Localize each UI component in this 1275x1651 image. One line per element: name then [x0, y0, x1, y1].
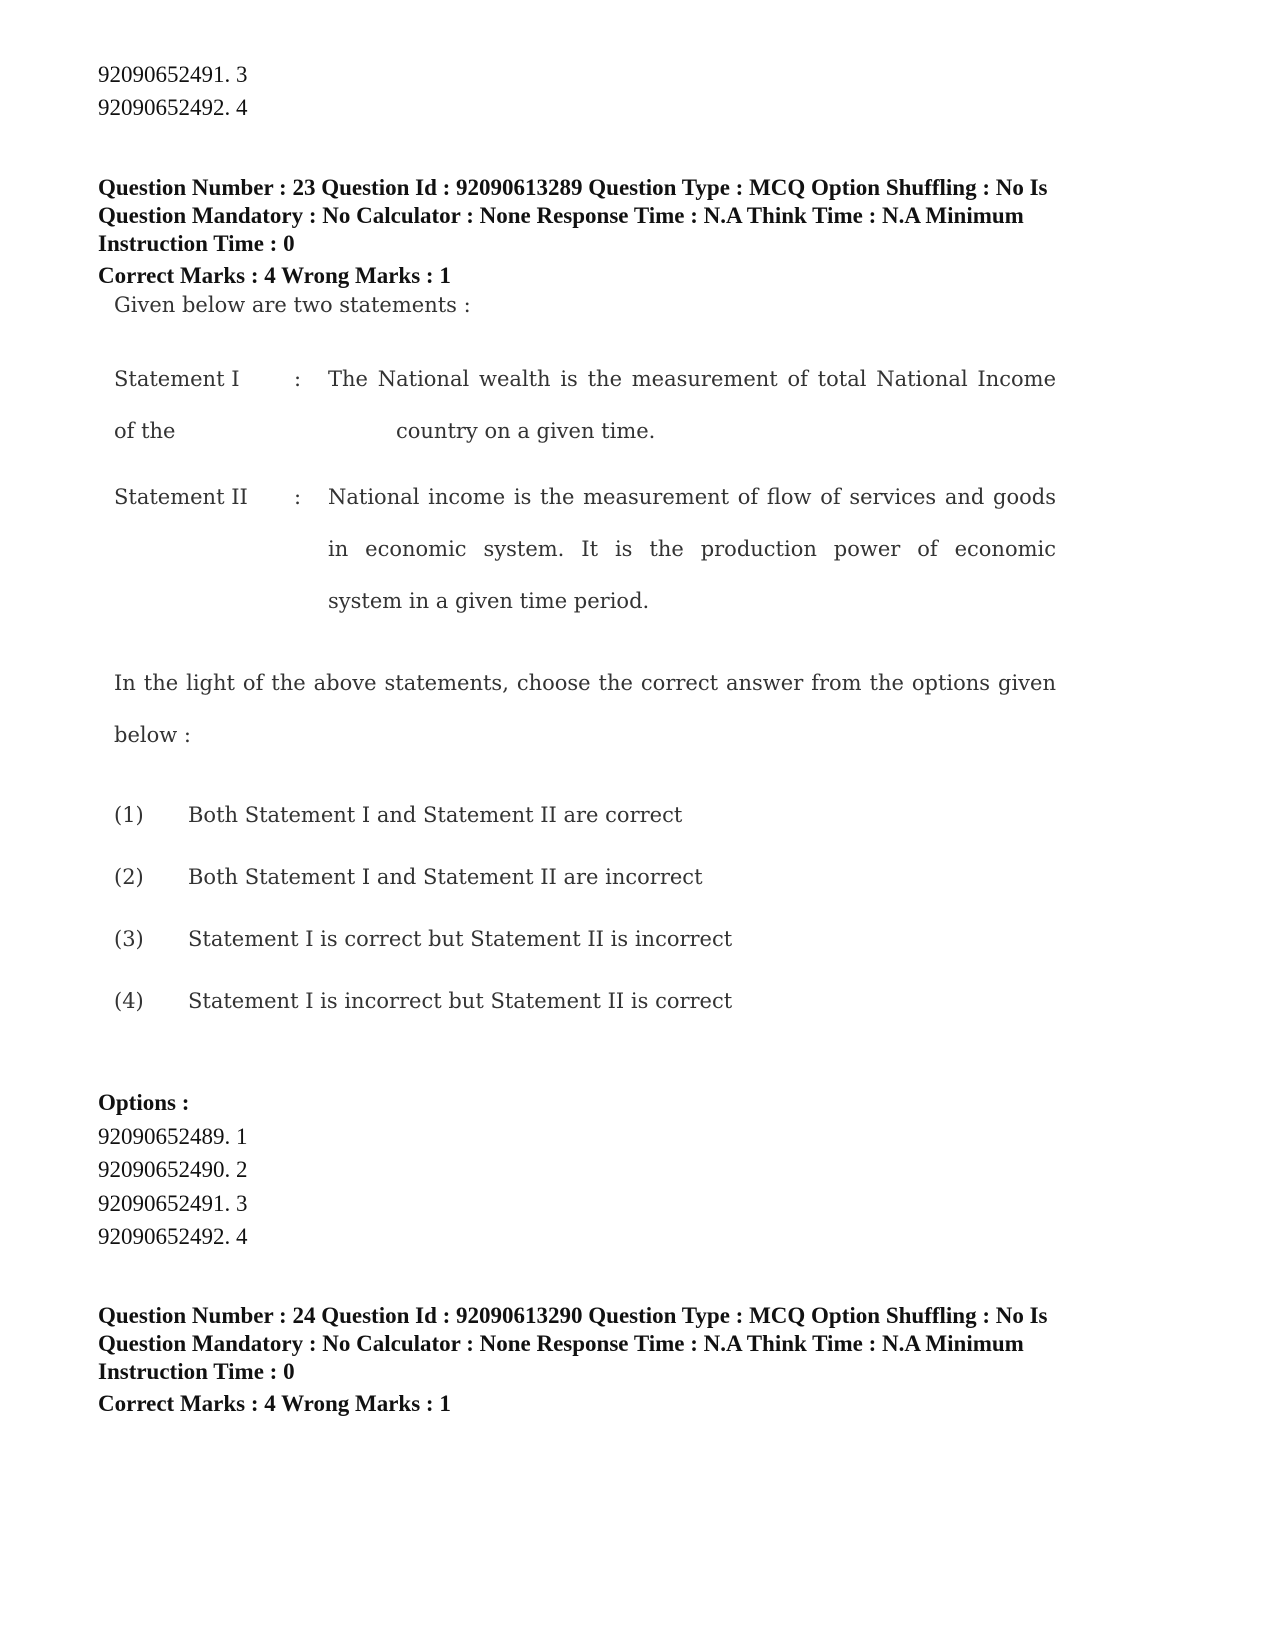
question-24-header [98, 1302, 1048, 1418]
option-value: 4 [236, 1224, 248, 1249]
question-meta-line: Instruction Time : 0 [98, 1359, 295, 1384]
option-line: 92090652492. 4 [98, 1224, 248, 1249]
statement-1-text: country on a given time. [396, 419, 656, 443]
option-value: 4 [236, 95, 248, 120]
option-line: 92090652489. 1 [98, 1123, 248, 1149]
previous-question-options [98, 58, 248, 124]
choice-number: (4) [114, 989, 144, 1013]
option-value: 3 [236, 62, 248, 87]
instruction-text: below : [114, 723, 191, 747]
choice-number: (3) [114, 927, 144, 951]
option-id: 92090652490 [98, 1157, 225, 1182]
statement-2-line [328, 485, 1056, 509]
option-id: 92090652491 [98, 1190, 225, 1216]
choice-text: Statement I is incorrect but Statement II is correct [188, 989, 733, 1013]
option-value: 2 [236, 1157, 248, 1182]
option-id: 92090652492 [98, 1224, 225, 1249]
choice-text: Statement I is correct but Statement II is incorrect [188, 927, 733, 951]
choice-text: Both Statement I and Statement II are correct [188, 803, 683, 827]
option-value: 1 [236, 1123, 248, 1149]
statement-1-colon: : [294, 367, 302, 391]
choice-text: Both Statement I and Statement II are incorrect [188, 865, 703, 889]
statement-1-label: Statement I [114, 367, 240, 391]
question-meta-line: Question Number : 24 Question Id : 92090613290 Question Type : MCQ Option Shuffling : No Is [98, 1303, 1048, 1328]
statement-2-text: in economic system. It is the production power of economic [328, 537, 1056, 561]
question-meta-line: Question Mandatory : No Calculator : None Response Time : N.A Think Time : N.A Minimum [98, 203, 1024, 228]
option-line: 92090652491. 3 [98, 62, 248, 87]
question-intro: Given below are two statements : [114, 293, 471, 317]
choice-number: (1) [114, 803, 144, 827]
option-id: 92090652491 [98, 62, 225, 87]
statement-2-text: National income is the measurement of flow of services and goods [328, 485, 1056, 509]
option-value: 3 [236, 1190, 248, 1216]
statement-1-line [328, 367, 1056, 391]
option-id: 92090652492 [98, 95, 225, 120]
question-meta-line: Question Mandatory : No Calculator : None Response Time : N.A Think Time : N.A Minimum [98, 1331, 1024, 1356]
instruction-line [114, 671, 1056, 695]
question-marks: Correct Marks : 4 Wrong Marks : 1 [98, 263, 451, 288]
statement-2-line [328, 537, 1056, 561]
statement-2-label: Statement II [114, 485, 248, 509]
option-line: 92090652491. 3 [98, 1190, 248, 1216]
statement-2-text: system in a given time period. [328, 589, 650, 613]
option-line: 92090652492. 4 [98, 95, 248, 120]
statement-1-text: The National wealth is the measurement of total National Income [328, 367, 1056, 391]
option-id: 92090652489 [98, 1123, 225, 1149]
question-meta-line: Instruction Time : 0 [98, 231, 295, 256]
statement-1-label-continuation: of the [114, 419, 176, 443]
statement-2-colon: : [294, 485, 302, 509]
question-marks: Correct Marks : 4 Wrong Marks : 1 [98, 1391, 451, 1416]
options-label: Options : [98, 1090, 190, 1115]
question-meta-line: Question Number : 23 Question Id : 92090613289 Question Type : MCQ Option Shuffling : No Is [98, 175, 1048, 200]
question-23-options [98, 1086, 248, 1254]
question-23-header [98, 174, 1048, 290]
choice-number: (2) [114, 865, 144, 889]
instruction-text: In the light of the above statements, choose the correct answer from the options given [114, 671, 1056, 695]
option-line: 92090652490. 2 [98, 1157, 248, 1182]
